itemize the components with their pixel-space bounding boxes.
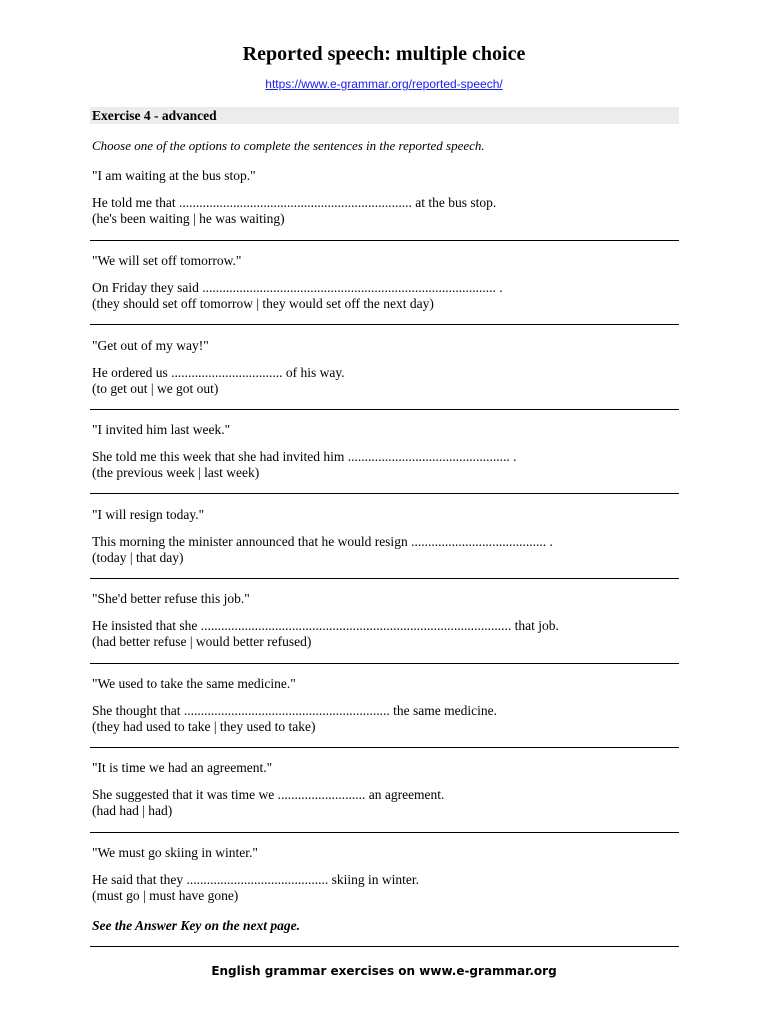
question-sentence: She told me this week that she had invited him ................................................ . (92, 449, 517, 464)
divider (90, 240, 679, 241)
question-options: (the previous week | last week) (92, 465, 260, 480)
question-sentence: She thought that ............................................................. the same medicine. (92, 703, 497, 718)
question-options: (he's been waiting | he was waiting) (92, 211, 285, 226)
question-quote: "I will resign today." (92, 507, 205, 522)
page-footer: English grammar exercises on www.e-grammar.org (211, 964, 557, 978)
source-link[interactable]: https://www.e-grammar.org/reported-speech/ (265, 77, 503, 91)
question-options: (to get out | we got out) (92, 381, 219, 396)
question-options: (they had used to take | they used to take) (92, 719, 316, 734)
question-quote: "It is time we had an agreement." (92, 760, 273, 775)
question-sentence: He insisted that she ............................................................................................ that job. (92, 618, 559, 633)
divider (90, 832, 679, 833)
question-sentence: She suggested that it was time we .......................... an agreement. (92, 787, 445, 802)
question-quote: "We used to take the same medicine." (92, 676, 296, 691)
divider (90, 409, 679, 410)
divider (90, 747, 679, 748)
question-options: (must go | must have gone) (92, 888, 239, 903)
question-sentence: He ordered us ................................. of his way. (92, 365, 345, 380)
page-title: Reported speech: multiple choice (242, 43, 526, 65)
question-sentence: This morning the minister announced that he would resign ........................................ . (92, 534, 553, 549)
divider (90, 663, 679, 664)
divider (90, 324, 679, 325)
question-options: (they should set off tomorrow | they would set off the next day) (92, 296, 434, 311)
question-quote: "She'd better refuse this job." (92, 591, 250, 606)
divider (90, 578, 679, 579)
divider (90, 493, 679, 494)
question-options: (today | that day) (92, 550, 184, 565)
question-sentence: On Friday they said ....................................................................................... . (92, 280, 503, 295)
question-quote: "I invited him last week." (92, 422, 231, 437)
question-sentence: He said that they .......................................... skiing in winter. (92, 872, 419, 887)
question-quote: "We will set off tomorrow." (92, 253, 242, 268)
question-options: (had had | had) (92, 803, 173, 818)
question-quote: "Get out of my way!" (92, 338, 209, 353)
question-quote: "We must go skiing in winter." (92, 845, 258, 860)
exercise-title: Exercise 4 - advanced (92, 108, 217, 123)
question-sentence: He told me that ..................................................................... at the bus stop. (92, 195, 497, 210)
answer-key-note: See the Answer Key on the next page. (92, 918, 300, 933)
question-quote: "I am waiting at the bus stop." (92, 168, 256, 183)
exercise-instruction: Choose one of the options to complete the sentences in the reported speech. (92, 138, 485, 153)
divider (90, 946, 679, 947)
question-options: (had better refuse | would better refused) (92, 634, 312, 649)
